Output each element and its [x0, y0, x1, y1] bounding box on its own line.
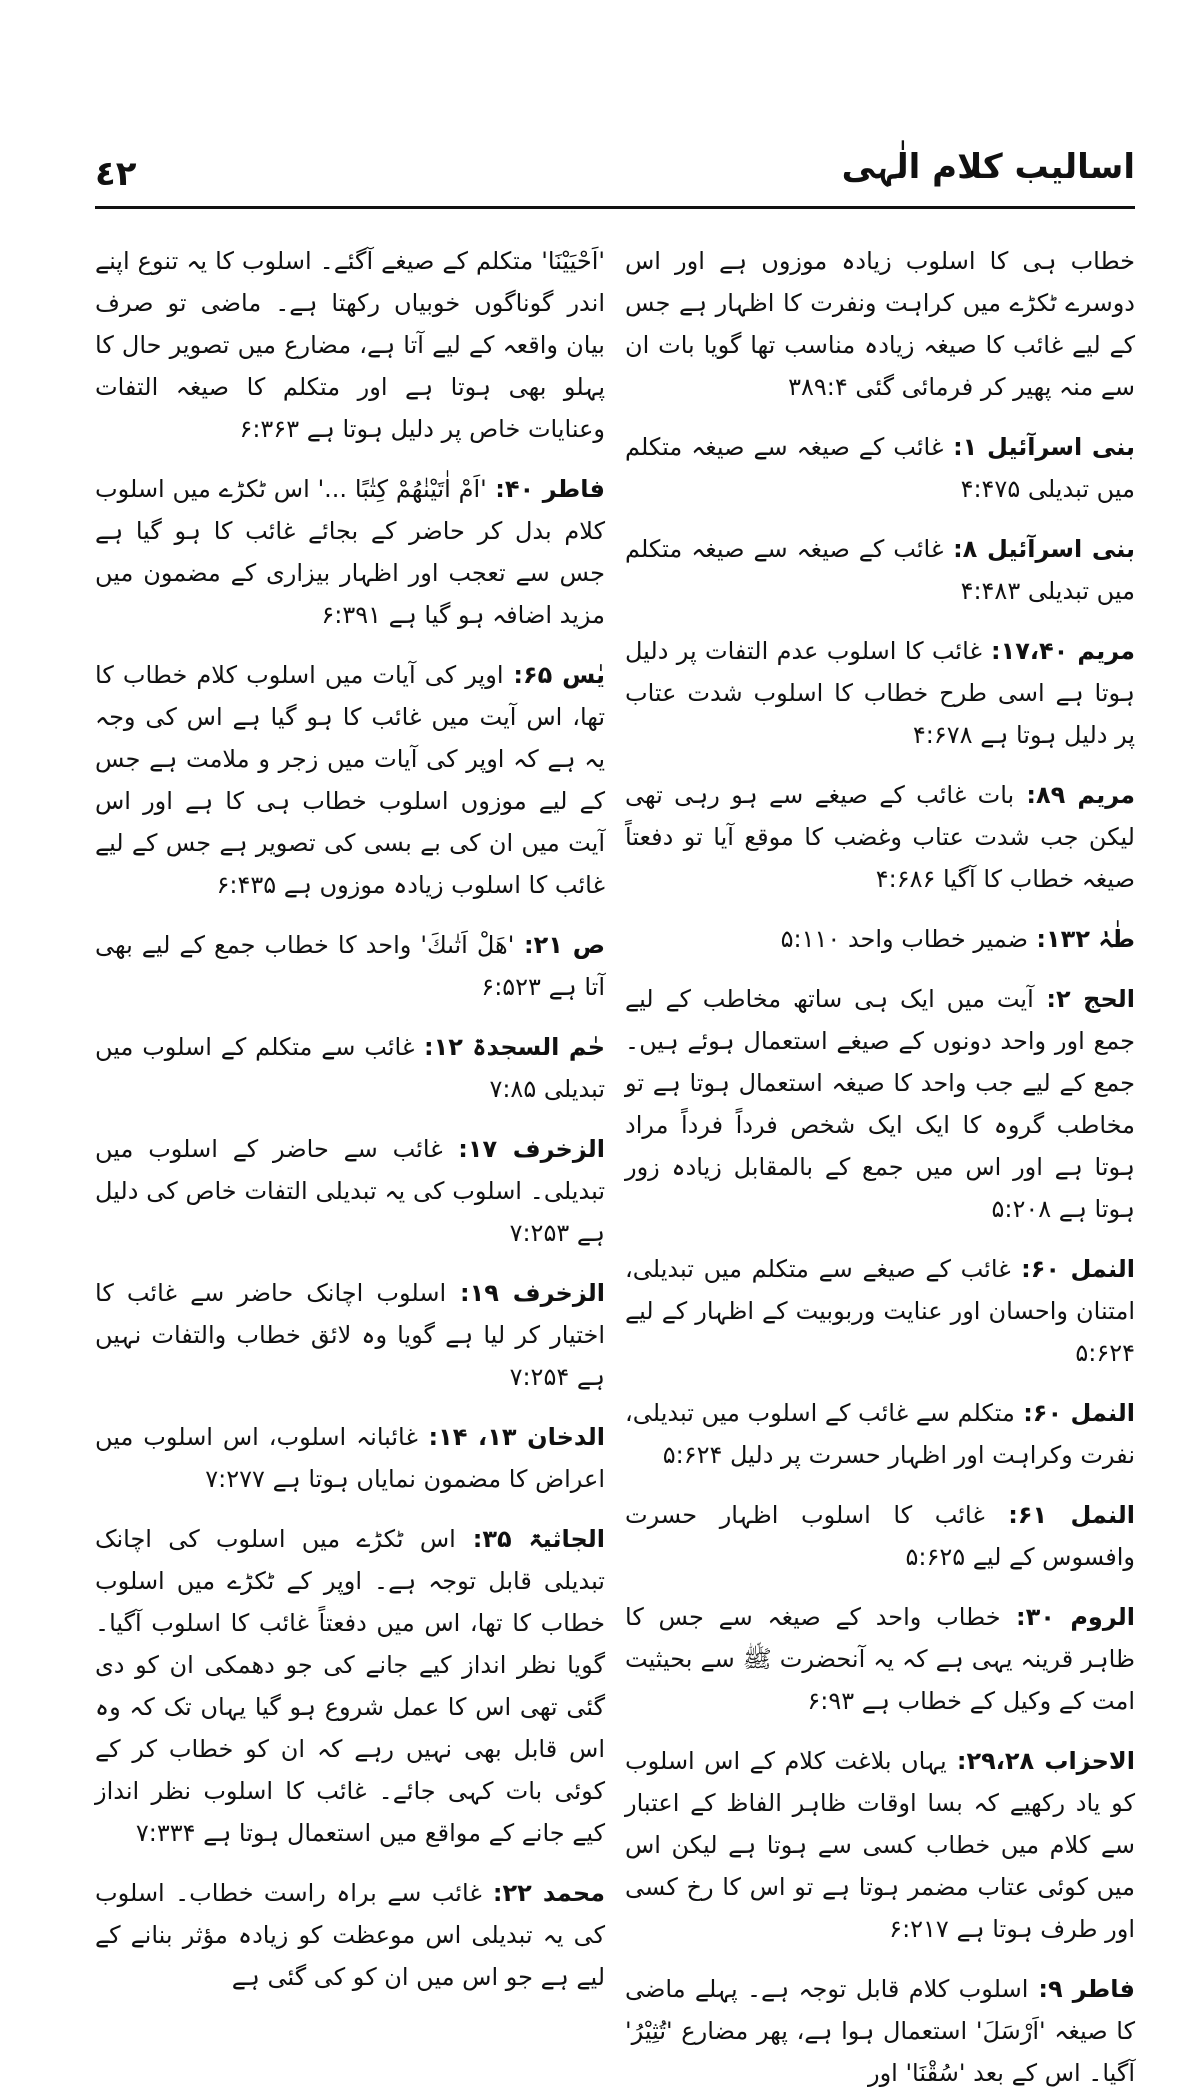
entry-text: متکلم سے غائب کے اسلوب میں تبدیلی، نفرت وکراہت اور اظہار حسرت پر دلیل ۵:۶۲۴ — [625, 1399, 1135, 1469]
index-entry — [95, 1416, 605, 1500]
entry-text: غائب سے حاضر کے اسلوب میں تبدیلی۔ اسلوب کی یہ تبدیلی التفات خاص کی دلیل ہے ۷:۲۵۳ — [95, 1135, 605, 1247]
entry-text: غائب کے صیغے سے متکلم میں تبدیلی، امتنان واحسان اور عنایت وربوبیت کے اظہار کے لیے ۵:۶۲۴ — [625, 1255, 1135, 1367]
entry-text: اسلوب اچانک حاضر سے غائب کا اختیار کر لیا ہے گویا وہ لائق خطاب والتفات نہیں ہے ۷:۲۵۴ — [95, 1279, 605, 1391]
entry-reference: حٰم السجدۃ ۱۲: — [414, 1033, 606, 1061]
entry-reference: فاطر ۴۰: — [486, 475, 606, 503]
entry-reference: النمل ۶۰: — [1014, 1399, 1136, 1427]
entry-text: 'اَمْ اٰتَيْنٰهُمْ كِتٰبًا ...' اس ٹکڑے میں اسلوب کلام بدل کر حاضر کے بجائے غائب کا ہو گیا ہے جس سے تعجب اور اظہار بیزاری کے مضمون میں مزید اضافہ ہو گیا ہے ۶:۳۹۱ — [95, 475, 605, 629]
entry-text: آیت میں ایک ہی ساتھ مخاطب کے لیے جمع اور واحد دونوں کے صیغے استعمال ہوئے ہیں۔ جمع کے لیے جب واحد کا صیغہ استعمال ہوتا ہے تو مخاطب گروہ کا ایک ایک شخص فرداً فرداً مراد ہوتا ہے اور اس میں جمع کے بالمقابل زیادہ زور ہوتا ہے ۵:۲۰۸ — [625, 985, 1135, 1223]
index-entry — [95, 924, 605, 1008]
entry-text: غائب کا اسلوب اظہار حسرت وافسوس کے لیے ۵:۶۲۵ — [625, 1501, 1135, 1571]
entry-text: ضمیر خطاب واحد ۵:۱۱۰ — [780, 925, 1029, 953]
entry-reference: بنی اسرآئیل ۸: — [943, 535, 1136, 563]
entry-text: غائب سے براہ راست خطاب۔ اسلوب کی یہ تبدیلی اس موعظت کو زیادہ مؤثر بنانے کے لیے ہے جو اس میں ان کو کی گئی ہے — [95, 1879, 605, 1991]
entry-text: اوپر کی آیات میں اسلوب کلام خطاب کا تھا، اس آیت میں غائب کا ہو گیا ہے اس کی وجہ یہ ہے کہ اوپر کی آیات میں زجر و ملامت ہے جس کے لیے موزوں اسلوب خطاب ہی کا ہے اور اس آیت میں ان کی بے بسی کی تصویر ہے جس کے لیے غائب کا اسلوب زیادہ موزوں ہے ۶:۴۳۵ — [95, 661, 605, 899]
entry-text: 'هَلْ اَتٰىكَ' واحد کا خطاب جمع کے لیے بھی آتا ہے ۶:۵۲۳ — [95, 931, 605, 1001]
entry-reference: طٰہٰ ۱۳۲: — [1028, 925, 1135, 953]
entry-reference: الجاثیۃ ۳۵: — [455, 1525, 606, 1553]
page-header — [95, 140, 1135, 200]
index-entry — [625, 1248, 1135, 1374]
index-entry — [95, 1128, 605, 1254]
entry-reference: الدخان ۱۳، ۱۴: — [417, 1423, 605, 1451]
entry-reference: الزخرف ۱۹: — [446, 1279, 606, 1307]
entry-reference: الروم ۳۰: — [1000, 1603, 1135, 1631]
entry-text: خطاب ہی کا اسلوب زیادہ موزوں ہے اور اس دوسرے ٹکڑے میں کراہت ونفرت کا اظہار ہے جس کے لیے غائب کا صیغہ زیادہ مناسب تھا گویا بات ان سے منہ پھیر کر فرمائی گئی ۳۸۹:۴ — [625, 247, 1135, 401]
index-entry — [625, 630, 1135, 756]
entry-reference: الحج ۲: — [1033, 985, 1136, 1013]
index-entry — [625, 1596, 1135, 1722]
entry-text: اس ٹکڑے میں اسلوب کی اچانک تبدیلی قابل توجہ ہے۔ اوپر کے ٹکڑے میں اسلوب خطاب کا تھا، اس میں دفعتاً غائب کا اسلوب آگیا۔ گویا نظر انداز کیے جانے کی جو دھمکی ان کو دی گئی تھی اس کا عمل شروع ہو گیا یہاں تک کہ وہ اس قابل بھی نہیں رہے کہ ان کو خطاب کر کے کوئی بات کہی جائے۔ غائب کا اسلوب نظر انداز کیے جانے کے مواقع میں استعمال ہوتا ہے ۷:۳۳۴ — [95, 1525, 605, 1847]
index-entry — [625, 1494, 1135, 1578]
entry-reference: فاطر ۹: — [1028, 1975, 1135, 2003]
running-title: اسالیب کلام الٰہی — [841, 147, 1135, 187]
index-entry — [625, 1392, 1135, 1476]
index-entry — [625, 426, 1135, 510]
entry-reference: الزخرف ۱۷: — [442, 1135, 606, 1163]
index-entry — [625, 918, 1135, 960]
index-entry — [625, 1740, 1135, 1950]
entry-text: خطاب واحد کے صیغہ سے جس کا ظاہر قرینہ یہی ہے کہ یہ آنحضرت ﷺ سے بحیثیت امت کے وکیل کے خطاب ہے ۶:۹۳ — [625, 1603, 1135, 1715]
index-entry — [625, 978, 1135, 1230]
page-number: ٤٢ — [95, 154, 137, 194]
index-entry — [625, 240, 1135, 408]
entry-text: غائب کا اسلوب عدم التفات پر دلیل ہوتا ہے اسی طرح خطاب کا اسلوب شدت عتاب پر دلیل ہوتا ہے ۴:۶۷۸ — [625, 637, 1135, 749]
index-entry — [95, 468, 605, 636]
index-entry — [95, 1026, 605, 1110]
entry-reference: یٰس ۶۵: — [503, 661, 606, 689]
entry-reference: النمل ۶۱: — [984, 1501, 1136, 1529]
entry-text: اسلوب کلام قابل توجہ ہے۔ پہلے ماضی کا صیغہ 'اَرْسَلَ' استعمال ہوا ہے، پھر مضارع 'تُثِيْرُ' آگیا۔ اس کے بعد 'سُقْنَا' اور — [625, 1975, 1135, 2087]
entry-reference: مریم ۱۷،۴۰: — [981, 637, 1135, 665]
entry-text: 'اَحْيَيْنَا' متکلم کے صیغے آگئے۔ اسلوب کا یہ تنوع اپنے اندر گوناگوں خوبیاں رکھتا ہے۔ ماضی تو صرف بیان واقعہ کے لیے آتا ہے، مضارع میں تصویر حال کا پہلو بھی ہوتا ہے اور متکلم کا صیغہ التفات وعنایات خاص پر دلیل ہوتا ہے ۶:۳۶۳ — [95, 247, 605, 443]
index-entry — [625, 528, 1135, 612]
right-column — [625, 240, 1136, 2087]
header-rule — [95, 206, 1135, 209]
entry-text: بات غائب کے صیغے سے ہو رہی تھی لیکن جب شدت عتاب وغضب کا موقع آیا تو دفعتاً صیغہ خطاب کا آگیا ۴:۶۸۶ — [625, 781, 1135, 893]
entry-reference: ص ۲۱: — [514, 931, 605, 959]
index-entry — [95, 1872, 605, 1998]
entry-text: غائب کے صیغہ سے صیغہ متکلم میں تبدیلی ۴:۴۷۵ — [625, 433, 1135, 503]
entry-text: غائب کے صیغہ سے صیغہ متکلم میں تبدیلی ۴:۴۸۳ — [625, 535, 1135, 605]
entry-reference: النمل ۶۰: — [1010, 1255, 1135, 1283]
index-entry — [95, 654, 605, 906]
entry-text: غائب سے متکلم کے اسلوب میں تبدیلی ۷:۸۵ — [95, 1033, 605, 1103]
entry-reference: بنی اسرآئیل ۱: — [943, 433, 1136, 461]
entry-reference: الاحزاب ۲۹،۲۸: — [946, 1747, 1135, 1775]
left-column — [95, 240, 606, 1991]
index-entry — [95, 240, 605, 450]
index-entry — [95, 1518, 605, 1854]
index-entry — [625, 774, 1135, 900]
entry-text: یہاں بلاغت کلام کے اس اسلوب کو یاد رکھیے کہ بسا اوقات ظاہر الفاظ کے اعتبار سے کلام میں خطاب کسی سے ہوتا ہے لیکن اس میں کوئی عتاب مضمر ہوتا ہے تو اس کا رخ کسی اور طرف ہوتا ہے ۶:۲۱۷ — [625, 1747, 1135, 1943]
entry-reference: مریم ۸۹: — [1014, 781, 1135, 809]
entry-text: غائبانہ اسلوب، اس اسلوب میں اعراض کا مضمون نمایاں ہوتا ہے ۷:۲۷۷ — [95, 1423, 605, 1493]
index-entry — [95, 1272, 605, 1398]
entry-reference: محمد ۲۲: — [481, 1879, 606, 1907]
index-entry — [625, 1968, 1135, 2094]
